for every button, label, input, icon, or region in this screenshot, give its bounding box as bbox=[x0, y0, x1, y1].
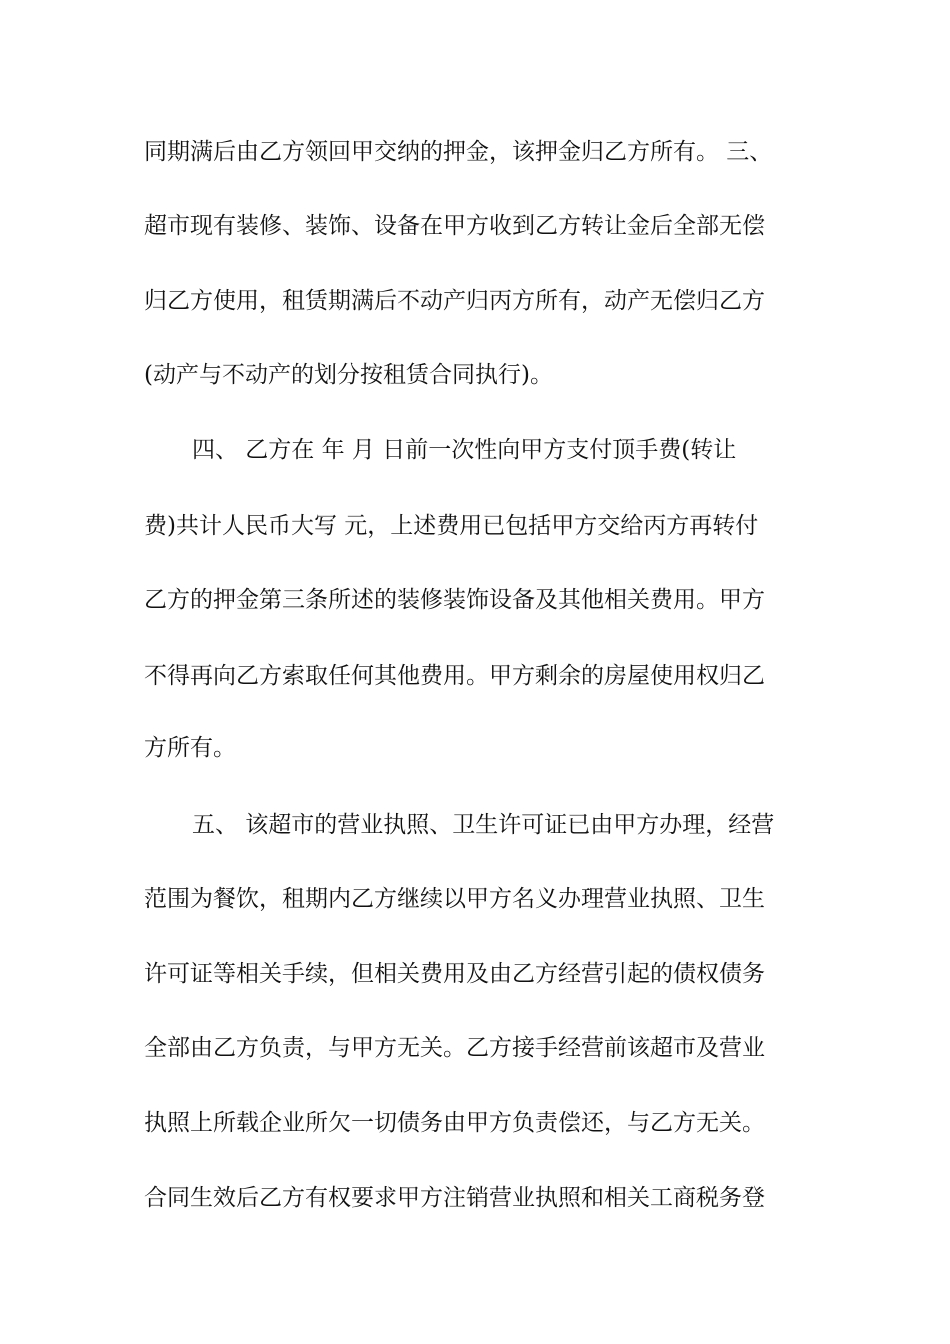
text-line-13: 全部由乙方负责，与甲方无关。乙方接手经营前该超市及营业 bbox=[144, 1035, 765, 1061]
text-line-4: (动产与不动产的划分按租赁合同执行)。 bbox=[144, 362, 553, 388]
text-line-3: 归乙方使用，租赁期满后不动产归丙方所有，动产无偿归乙方 bbox=[144, 288, 765, 314]
text-line-6: 费)共计人民币大写 元，上述费用已包括甲方交给丙方再转付 bbox=[144, 513, 759, 539]
text-line-14: 执照上所载企业所欠一切债务由甲方负责偿还，与乙方无关。 bbox=[144, 1110, 765, 1136]
text-line-2: 超市现有装修、装饰、设备在甲方收到乙方转让金后全部无偿 bbox=[144, 213, 765, 239]
text-line-1: 同期满后由乙方领回甲交纳的押金，该押金归乙方所有。 三、 bbox=[144, 139, 773, 165]
text-line-7: 乙方的押金第三条所述的装修装饰设备及其他相关费用。甲方 bbox=[144, 587, 765, 613]
text-line-9: 方所有。 bbox=[144, 735, 236, 761]
text-line-12: 许可证等相关手续，但相关费用及由乙方经营引起的债权债务 bbox=[144, 961, 765, 987]
text-line-15: 合同生效后乙方有权要求甲方注销营业执照和相关工商税务登 bbox=[144, 1185, 765, 1211]
text-line-11: 范围为餐饮，租期内乙方继续以甲方名义办理营业执照、卫生 bbox=[144, 886, 765, 912]
text-line-5: 四、 乙方在 年 月 日前一次性向甲方支付顶手费(转让 bbox=[192, 437, 737, 463]
text-line-8: 不得再向乙方索取任何其他费用。甲方剩余的房屋使用权归乙 bbox=[144, 663, 765, 689]
text-line-10: 五、 该超市的营业执照、卫生许可证已由甲方办理，经营 bbox=[192, 812, 775, 838]
